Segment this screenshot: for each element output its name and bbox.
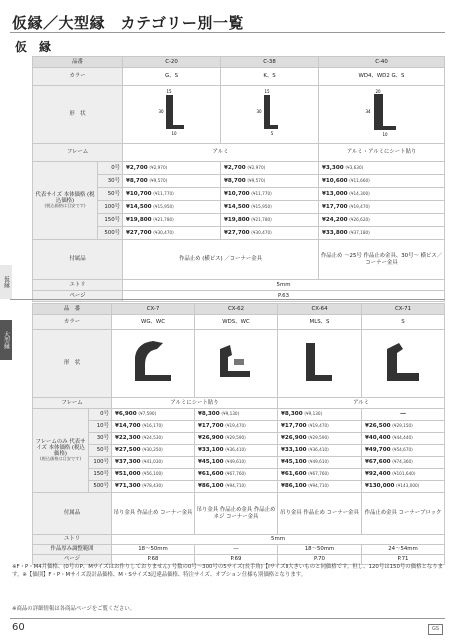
product-c20: C-20 bbox=[123, 57, 221, 68]
price-cell: ¥17,700 (¥19,470) bbox=[195, 421, 278, 433]
price-cell: ¥33,100 (¥36,410) bbox=[195, 445, 278, 457]
dim-depth: 5 bbox=[270, 131, 273, 137]
table-row bbox=[33, 535, 445, 545]
profile-cell bbox=[319, 86, 445, 144]
profile-cell bbox=[362, 330, 445, 398]
table-row bbox=[33, 445, 445, 457]
table-row bbox=[33, 240, 445, 280]
size-label: 50号 bbox=[98, 188, 123, 201]
label-accessory: 付属品 bbox=[33, 240, 123, 280]
label-shape: 形 状 bbox=[33, 86, 123, 144]
profile-cell bbox=[278, 330, 362, 398]
table-row bbox=[33, 457, 445, 469]
product-cx7: CX-7 bbox=[112, 304, 195, 315]
price-cell: ¥27,700 (¥30,470) bbox=[221, 227, 319, 240]
label-price: フレームのみ 代表サイズ 本体価格 (税込価格) (税込価格は目安です) bbox=[33, 409, 89, 493]
table-row bbox=[33, 493, 445, 535]
price-cell: ¥8,700 (¥9,570) bbox=[221, 175, 319, 188]
label-accessory: 付属品 bbox=[33, 493, 112, 535]
price-cell: ¥33,800 (¥37,180) bbox=[319, 227, 445, 240]
price-cell: ¥49,700 (¥54,670) bbox=[362, 445, 445, 457]
dim-height: 34 bbox=[364, 109, 371, 115]
section-divider bbox=[10, 299, 445, 300]
product-cx62: CX-62 bbox=[195, 304, 278, 315]
label-frame: フレーム bbox=[33, 398, 112, 409]
dim-width: 15 bbox=[165, 89, 172, 95]
label-frame: フレーム bbox=[33, 144, 123, 162]
price-cell: ¥13,000 (¥14,300) bbox=[319, 188, 445, 201]
price-cell: ¥61,600 (¥67,760) bbox=[278, 469, 362, 481]
price-cell: ¥67,600 (¥74,360) bbox=[362, 457, 445, 469]
depth-value: 24～54mm bbox=[362, 545, 445, 555]
size-label: 0号 bbox=[98, 162, 123, 175]
table-row bbox=[33, 330, 445, 398]
page-link[interactable]: P.68 bbox=[112, 555, 195, 565]
size-label: 100号 bbox=[89, 457, 112, 469]
accessory-cell: 作品止め (横ビス) ／コーナー金具 bbox=[123, 240, 319, 280]
product-cx71: CX-71 bbox=[362, 304, 445, 315]
oogatabuchi-table bbox=[32, 303, 445, 565]
accessory-cell: 吊り金具 作品止め コーナー金具 bbox=[112, 493, 195, 535]
price-cell: ¥37,300 (¥41,030) bbox=[112, 457, 195, 469]
table-row bbox=[33, 162, 445, 175]
price-cell: ¥33,100 (¥36,410) bbox=[278, 445, 362, 457]
table-row bbox=[33, 304, 445, 315]
frame-profile-cx71 bbox=[373, 335, 433, 389]
price-cell: ¥45,100 (¥49,610) bbox=[278, 457, 362, 469]
label-color: カラー bbox=[33, 315, 112, 330]
table-row bbox=[33, 481, 445, 493]
price-cell: ― bbox=[362, 409, 445, 421]
price-cell: ¥2,700 (¥2,970) bbox=[123, 162, 221, 175]
table-row bbox=[33, 315, 445, 330]
dim-depth: 10 bbox=[381, 132, 388, 138]
table-row bbox=[33, 68, 445, 86]
size-label: 10号 bbox=[89, 421, 112, 433]
label-yutori: ユトリ bbox=[33, 535, 112, 545]
dim-depth: 10 bbox=[170, 131, 177, 137]
label-yutori: ユトリ bbox=[33, 280, 123, 291]
price-cell: ¥130,000 (¥143,000) bbox=[362, 481, 445, 493]
price-cell: ¥8,300 (¥9,130) bbox=[278, 409, 362, 421]
size-label: 30号 bbox=[98, 175, 123, 188]
frame-material: アルミにシート貼り bbox=[112, 398, 278, 409]
price-cell: ¥17,700 (¥19,470) bbox=[278, 421, 362, 433]
price-cell: ¥2,700 (¥2,970) bbox=[221, 162, 319, 175]
price-cell: ¥19,800 (¥21,780) bbox=[123, 214, 221, 227]
label-color: カラー bbox=[33, 68, 123, 86]
color-value: WG、WC bbox=[112, 315, 195, 330]
color-value: S bbox=[362, 315, 445, 330]
price-cell: ¥27,500 (¥30,250) bbox=[112, 445, 195, 457]
price-cell: ¥45,100 (¥49,610) bbox=[195, 457, 278, 469]
product-cx64: CX-64 bbox=[278, 304, 362, 315]
price-cell: ¥6,900 (¥7,590) bbox=[112, 409, 195, 421]
price-cell: ¥3,300 (¥3,630) bbox=[319, 162, 445, 175]
footnote-detail: ※商品の詳細情報は各商品ページをご覧ください。 bbox=[12, 606, 136, 612]
table-row bbox=[33, 144, 445, 162]
page-link[interactable]: P.71 bbox=[362, 555, 445, 565]
frame-profile-c20 bbox=[152, 89, 192, 137]
table-row bbox=[33, 280, 445, 291]
footnote: ※F・P・M4月価格、(0号のP、Mサイズはお作りしておりません) 号数の0号～300号の5サイズ(長手角)【ⅠサイズⅡ大きいものと同価格です。但し、120号は150号の価格となります。※【価別】F・P・Mサイズ設計品価格、M・Sサイズ3辺違品価格、特注サイズ、オプション仕様も別価格となります。 bbox=[12, 564, 444, 578]
dim-height: 30 bbox=[255, 109, 262, 115]
price-cell: ¥14,500 (¥15,950) bbox=[221, 201, 319, 214]
size-label: 50号 bbox=[89, 445, 112, 457]
dim-width: 15 bbox=[263, 89, 270, 95]
price-cell: ¥22,300 (¥24,530) bbox=[112, 433, 195, 445]
depth-value: ― bbox=[195, 545, 278, 555]
size-label: 150号 bbox=[89, 469, 112, 481]
label-page: ページ bbox=[33, 291, 123, 302]
profile-cell bbox=[195, 330, 278, 398]
price-cell: ¥51,000 (¥56,100) bbox=[112, 469, 195, 481]
section-subtitle: 仮 縁 bbox=[15, 40, 52, 54]
color-value: K、S bbox=[221, 68, 319, 86]
product-c38: C-38 bbox=[221, 57, 319, 68]
table-row bbox=[33, 57, 445, 68]
price-cell: ¥26,900 (¥29,590) bbox=[278, 433, 362, 445]
size-label: 0号 bbox=[89, 409, 112, 421]
header-hinban: 品 番 bbox=[33, 304, 112, 315]
label-page: ページ bbox=[33, 555, 112, 565]
price-cell: ¥10,700 (¥11,770) bbox=[221, 188, 319, 201]
dim-width: 20 bbox=[374, 89, 381, 95]
profile-cell bbox=[123, 86, 221, 144]
label-depth: 作品厚み調整範囲 bbox=[33, 545, 112, 555]
price-cell: ¥86,100 (¥94,710) bbox=[195, 481, 278, 493]
frame-material: アルミ bbox=[123, 144, 319, 162]
product-c40: C-40 bbox=[319, 57, 445, 68]
page-link[interactable]: P.69 bbox=[195, 555, 278, 565]
size-label: 30号 bbox=[89, 433, 112, 445]
accessory-cell: 吊り金具 作品止め コーナー金具 bbox=[278, 493, 362, 535]
table-row bbox=[33, 409, 445, 421]
kariburi-table bbox=[32, 56, 445, 302]
side-tab-oogatabuchi[interactable]: 大型縁 bbox=[0, 320, 12, 360]
accessory-cell: 作品止め金具 コーナーブロック bbox=[362, 493, 445, 535]
price-cell: ¥14,700 (¥16,170) bbox=[112, 421, 195, 433]
label-price: 代表サイズ 本体価格 (税込価格) (税込価格は目安です) bbox=[33, 162, 98, 240]
accessory-cell: 作品止め ～25号 作品止め金具、30号～ 横ビス／コーナー金具 bbox=[319, 240, 445, 280]
side-tab-kariburi[interactable]: 仮縁 bbox=[0, 265, 12, 299]
price-cell: ¥8,700 (¥9,570) bbox=[123, 175, 221, 188]
price-cell: ¥40,400 (¥44,440) bbox=[362, 433, 445, 445]
color-value: G、S bbox=[123, 68, 221, 86]
label-shape: 形 状 bbox=[33, 330, 112, 398]
table-row bbox=[33, 86, 445, 144]
dim-height: 30 bbox=[157, 109, 164, 115]
price-cell: ¥71,300 (¥78,430) bbox=[112, 481, 195, 493]
title-divider bbox=[10, 32, 445, 33]
size-label: 150号 bbox=[98, 214, 123, 227]
yutori-value: 5mm bbox=[112, 535, 445, 545]
brand-logo: GS bbox=[428, 624, 443, 635]
color-value: WDS、WC bbox=[195, 315, 278, 330]
price-cell: ¥19,800 (¥21,780) bbox=[221, 214, 319, 227]
color-value: MLS、S bbox=[278, 315, 362, 330]
profile-cell bbox=[112, 330, 195, 398]
price-cell: ¥27,700 (¥30,470) bbox=[123, 227, 221, 240]
table-row bbox=[33, 421, 445, 433]
price-cell: ¥10,600 (¥11,660) bbox=[319, 175, 445, 188]
frame-profile-c38 bbox=[250, 89, 290, 137]
frame-profile-cx62 bbox=[206, 335, 266, 389]
price-cell: ¥17,700 (¥19,470) bbox=[319, 201, 445, 214]
footer-divider bbox=[10, 618, 445, 619]
depth-value: 18～50mm bbox=[278, 545, 362, 555]
size-label: 500号 bbox=[98, 227, 123, 240]
size-label: 500号 bbox=[89, 481, 112, 493]
price-cell: ¥14,500 (¥15,950) bbox=[123, 201, 221, 214]
depth-value: 18～50mm bbox=[112, 545, 195, 555]
price-cell: ¥61,600 (¥67,760) bbox=[195, 469, 278, 481]
page-link[interactable]: P.63 bbox=[123, 291, 445, 302]
accessory-cell: 吊り金具 作品止め金具 作品止めネジ コーナー金具 bbox=[195, 493, 278, 535]
table-row bbox=[33, 433, 445, 445]
price-cell: ¥86,100 (¥94,710) bbox=[278, 481, 362, 493]
frame-material: アルミ bbox=[278, 398, 445, 409]
page-title: 仮縁／大型縁 カテゴリー別一覧 bbox=[12, 14, 244, 32]
profile-cell bbox=[221, 86, 319, 144]
header-hinban: 品番 bbox=[33, 57, 123, 68]
price-cell: ¥26,500 (¥29,150) bbox=[362, 421, 445, 433]
frame-profile-c40 bbox=[360, 89, 404, 137]
price-cell: ¥24,200 (¥26,620) bbox=[319, 214, 445, 227]
color-value: WD4、WD2 G、S bbox=[319, 68, 445, 86]
page-link[interactable]: P.70 bbox=[278, 555, 362, 565]
table-row bbox=[33, 545, 445, 555]
size-label: 100号 bbox=[98, 201, 123, 214]
frame-profile-cx7 bbox=[123, 335, 183, 389]
price-cell: ¥26,900 (¥29,590) bbox=[195, 433, 278, 445]
frame-profile-cx64 bbox=[290, 335, 350, 389]
price-cell: ¥8,300 (¥9,130) bbox=[195, 409, 278, 421]
table-row bbox=[33, 398, 445, 409]
table-row bbox=[33, 469, 445, 481]
price-cell: ¥10,700 (¥11,770) bbox=[123, 188, 221, 201]
frame-material: アルミ・アルミにシート貼り bbox=[319, 144, 445, 162]
price-cell: ¥92,400 (¥101,640) bbox=[362, 469, 445, 481]
yutori-value: 5mm bbox=[123, 280, 445, 291]
page-number: 60 bbox=[12, 622, 25, 633]
